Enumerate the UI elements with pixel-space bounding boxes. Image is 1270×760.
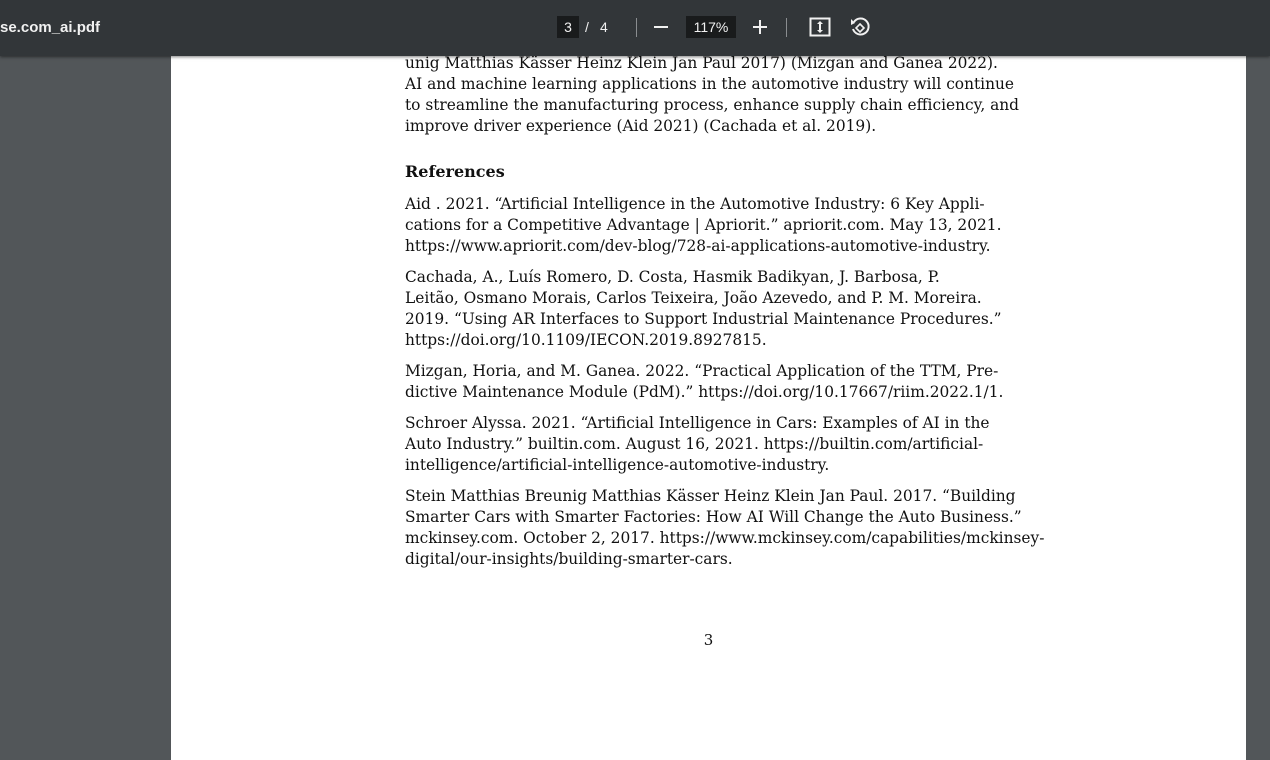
- zoom-out-button[interactable]: [648, 14, 674, 40]
- toolbar-divider: [786, 18, 787, 37]
- text-line: unig Matthias Kässer Heinz Klein Jan Paul 2017) (Mizgan and Ganea 2022).: [405, 56, 998, 72]
- reference-entry: [405, 267, 1013, 351]
- plus-icon: [752, 19, 768, 35]
- text-line: Aid . 2021. “Artificial Intelligence in the Automotive Industry: 6 Key Appli-: [405, 195, 985, 213]
- text-line: intelligence/artificial-intelligence-automotive-industry.: [405, 456, 830, 474]
- text-line: https://www.apriorit.com/dev-blog/728-ai-applications-automotive-industry.: [405, 237, 991, 255]
- text-line: Stein Matthias Breunig Matthias Kässer Heinz Klein Jan Paul. 2017. “Building: [405, 487, 1016, 505]
- references-list: [405, 194, 1045, 580]
- reference-entry: [405, 413, 1013, 476]
- zoom-input[interactable]: 117%: [686, 16, 736, 38]
- text-line: improve driver experience (Aid 2021) (Cachada et al. 2019).: [405, 117, 877, 135]
- text-line: Cachada, A., Luís Romero, D. Costa, Hasmik Badikyan, J. Barbosa, P.: [405, 268, 940, 286]
- references-heading: References: [405, 162, 505, 181]
- text-line: Leitão, Osmano Morais, Carlos Teixeira, João Azevedo, and P. M. Moreira.: [405, 289, 982, 307]
- page-number: 3: [703, 631, 714, 649]
- fit-to-page-button[interactable]: [807, 14, 833, 40]
- pdf-page: [171, 56, 1246, 760]
- zoom-in-button[interactable]: [747, 14, 773, 40]
- reference-entry: [405, 194, 1013, 257]
- rotate-icon: [849, 16, 871, 38]
- text-line: Mizgan, Horia, and M. Ganea. 2022. “Practical Application of the TTM, Pre-: [405, 362, 999, 380]
- minus-icon: [653, 19, 669, 35]
- text-line: mckinsey.com. October 2, 2017. https://www.mckinsey.com/capabilities/mckinsey-: [405, 529, 1045, 547]
- text-line: digital/our-insights/building-smarter-cars.: [405, 550, 733, 568]
- text-line: Auto Industry.” builtin.com. August 16, 2021. https://builtin.com/artificial-: [405, 435, 984, 453]
- document-title: se.com_ai.pdf: [0, 19, 101, 36]
- current-page-input[interactable]: 3: [557, 16, 579, 38]
- pdf-toolbar: [0, 0, 1270, 56]
- total-pages: 4: [600, 19, 608, 35]
- text-line: Smarter Cars with Smarter Factories: How AI Will Change the Auto Business.”: [405, 508, 1022, 526]
- text-line: AI and machine learning applications in the automotive industry will continue: [405, 75, 1015, 93]
- text-line: cations for a Competitive Advantage | Apriorit.” apriorit.com. May 13, 2021.: [405, 216, 1002, 234]
- document-viewer[interactable]: [0, 56, 1270, 760]
- reference-entry: [405, 486, 1045, 570]
- reference-entry: [405, 361, 1013, 403]
- text-line: Schroer Alyssa. 2021. “Artificial Intelligence in Cars: Examples of AI in the: [405, 414, 990, 432]
- text-line: https://doi.org/10.1109/IECON.2019.8927815.: [405, 331, 767, 349]
- page-separator: /: [585, 19, 589, 35]
- text-line: 2019. “Using AR Interfaces to Support Industrial Maintenance Procedures.”: [405, 310, 1002, 328]
- fit-page-icon: [809, 17, 831, 37]
- body-paragraph: [405, 56, 1020, 137]
- text-line: dictive Maintenance Module (PdM).” https://doi.org/10.17667/riim.2022.1/1.: [405, 383, 1004, 401]
- text-line: to streamline the manufacturing process, enhance supply chain efficiency, and: [405, 96, 1020, 114]
- rotate-button[interactable]: [847, 14, 873, 40]
- toolbar-divider: [636, 18, 637, 37]
